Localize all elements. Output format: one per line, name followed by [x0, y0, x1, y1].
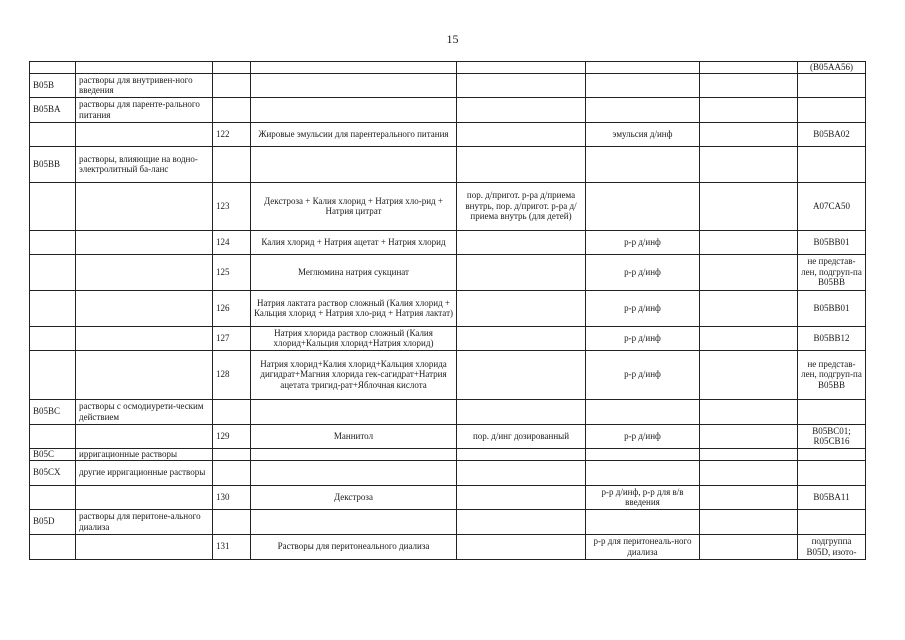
atc-code-cell [30, 62, 76, 74]
group-name-cell [76, 485, 213, 509]
dosage-form-cell [586, 146, 700, 182]
dosage-form-cell [586, 448, 700, 460]
drug-name-cell [251, 62, 457, 74]
drug-name-cell: Декстроза [251, 485, 457, 509]
atc-code-cell [30, 326, 76, 350]
atc-code-cell [30, 254, 76, 290]
dosage-form-cell: р-р д/инф, р-р для в/в введения [586, 485, 700, 509]
dosage-form-cell [457, 448, 586, 460]
table-row [30, 460, 866, 485]
atc-code-cell: B05C [30, 448, 76, 460]
dosage-form-cell [700, 485, 798, 509]
group-name-cell [76, 230, 213, 254]
reference-code-cell: (B05AA56) [798, 62, 866, 74]
reference-code-cell: подгруппа B05D, изото- [798, 534, 866, 559]
dosage-form-cell [586, 182, 700, 230]
drug-name-cell [251, 146, 457, 182]
dosage-form-cell: пор. д/пригот. р-ра д/приема внутрь, пор. д/пригот. р-ра д/приема внутрь (для детей) [457, 182, 586, 230]
dosage-form-cell [457, 350, 586, 399]
reference-code-cell: B05BB01 [798, 290, 866, 326]
drug-name-cell: Натрия хлорид+Калия хлорид+Кальция хлорида дигидрат+Магния хлорида гек-сагидрат+Натрия ацетата тригид-рат+Яблочная кислота [251, 350, 457, 399]
atc-code-cell: B05BC [30, 399, 76, 424]
group-name-cell: ирригационные растворы [76, 448, 213, 460]
group-name-cell [76, 182, 213, 230]
dosage-form-cell [457, 254, 586, 290]
table-row [30, 73, 866, 97]
reference-code-cell [798, 73, 866, 97]
row-number-cell [213, 97, 251, 122]
group-name-cell [76, 254, 213, 290]
dosage-form-cell [700, 509, 798, 534]
dosage-form-cell [457, 73, 586, 97]
drug-name-cell: Натрия хлорида раствор сложный (Калия хлорид+Кальция хлорид+Натрия хлорид) [251, 326, 457, 350]
dosage-form-cell [700, 326, 798, 350]
reference-code-cell [798, 399, 866, 424]
row-number-cell [213, 146, 251, 182]
row-number-cell [213, 73, 251, 97]
dosage-form-cell [700, 122, 798, 146]
table-body [30, 62, 866, 560]
row-number-cell: 130 [213, 485, 251, 509]
atc-code-cell: B05D [30, 509, 76, 534]
reference-code-cell: B05BA02 [798, 122, 866, 146]
atc-code-cell [30, 122, 76, 146]
group-name-cell [76, 326, 213, 350]
row-number-cell: 131 [213, 534, 251, 559]
drug-name-cell: Меглюмина натрия сукцинат [251, 254, 457, 290]
group-name-cell [76, 122, 213, 146]
atc-code-cell: B05B [30, 73, 76, 97]
table-row [30, 62, 866, 74]
row-number-cell [213, 460, 251, 485]
dosage-form-cell: р-р д/инф [586, 230, 700, 254]
row-number-cell: 126 [213, 290, 251, 326]
table-row [30, 350, 866, 399]
group-name-cell: растворы для внутривен-ного введения [76, 73, 213, 97]
page-number: 15 [446, 32, 459, 46]
dosage-form-cell: эмульсия д/инф [586, 122, 700, 146]
dosage-form-cell [457, 460, 586, 485]
drug-name-cell [251, 399, 457, 424]
dosage-form-cell [700, 146, 798, 182]
dosage-form-cell [700, 254, 798, 290]
dosage-form-cell [457, 399, 586, 424]
reference-code-cell [798, 448, 866, 460]
dosage-form-cell [700, 73, 798, 97]
reference-code-cell: B05BC01; R05CB16 [798, 424, 866, 448]
atc-code-cell: B05BA [30, 97, 76, 122]
reference-code-cell [798, 97, 866, 122]
dosage-form-cell [457, 230, 586, 254]
group-name-cell [76, 534, 213, 559]
dosage-form-cell [700, 399, 798, 424]
reference-code-cell: A07CA50 [798, 182, 866, 230]
dosage-form-cell: р-р д/инф [586, 350, 700, 399]
dosage-form-cell [586, 460, 700, 485]
reference-code-cell [798, 460, 866, 485]
reference-code-cell [798, 146, 866, 182]
row-number-cell [213, 509, 251, 534]
row-number-cell [213, 448, 251, 460]
row-number-cell: 128 [213, 350, 251, 399]
dosage-form-cell [700, 448, 798, 460]
drug-name-cell: Растворы для перитонеального диализа [251, 534, 457, 559]
row-number-cell: 125 [213, 254, 251, 290]
row-number-cell [213, 399, 251, 424]
table-row [30, 122, 866, 146]
table-row [30, 509, 866, 534]
atc-code-cell [30, 534, 76, 559]
dosage-form-cell [457, 97, 586, 122]
row-number-cell: 122 [213, 122, 251, 146]
table-row [30, 448, 866, 460]
drug-name-cell: Калия хлорид + Натрия ацетат + Натрия хлорид [251, 230, 457, 254]
group-name-cell [76, 350, 213, 399]
reference-code-cell [798, 509, 866, 534]
table-row [30, 182, 866, 230]
table-row [30, 485, 866, 509]
dosage-form-cell [700, 350, 798, 399]
drug-name-cell: Жировые эмульсии для парентерального питания [251, 122, 457, 146]
group-name-cell: растворы с осмодиурети-ческим действием [76, 399, 213, 424]
reference-code-cell: не представ-лен, подгруп-па B05BB [798, 254, 866, 290]
dosage-form-cell [700, 290, 798, 326]
drug-table [29, 61, 866, 560]
atc-code-cell [30, 182, 76, 230]
table-row [30, 290, 866, 326]
dosage-form-cell [700, 182, 798, 230]
group-name-cell: растворы для перитоне-ального диализа [76, 509, 213, 534]
dosage-form-cell [700, 62, 798, 74]
dosage-form-cell [700, 230, 798, 254]
dosage-form-cell [457, 122, 586, 146]
drug-name-cell [251, 460, 457, 485]
group-name-cell: растворы для паренте-рального питания [76, 97, 213, 122]
group-name-cell [76, 290, 213, 326]
dosage-form-cell [586, 62, 700, 74]
atc-code-cell [30, 485, 76, 509]
reference-code-cell: B05BB12 [798, 326, 866, 350]
dosage-form-cell: р-р д/инф [586, 254, 700, 290]
dosage-form-cell [457, 62, 586, 74]
dosage-form-cell [457, 485, 586, 509]
table-row [30, 254, 866, 290]
reference-code-cell: B05BB01 [798, 230, 866, 254]
table-row [30, 399, 866, 424]
table-row [30, 97, 866, 122]
atc-code-cell [30, 230, 76, 254]
dosage-form-cell: пор. д/инг дозированный [457, 424, 586, 448]
drug-name-cell [251, 97, 457, 122]
atc-code-cell: B05BB [30, 146, 76, 182]
dosage-form-cell [700, 97, 798, 122]
dosage-form-cell [457, 290, 586, 326]
row-number-cell: 127 [213, 326, 251, 350]
row-number-cell: 123 [213, 182, 251, 230]
atc-code-cell: B05CX [30, 460, 76, 485]
row-number-cell [213, 62, 251, 74]
dosage-form-cell [457, 509, 586, 534]
dosage-form-cell: р-р для перитонеаль-ного диализа [586, 534, 700, 559]
atc-code-cell [30, 350, 76, 399]
drug-name-cell [251, 73, 457, 97]
drug-name-cell: Маннитол [251, 424, 457, 448]
dosage-form-cell [457, 326, 586, 350]
dosage-form-cell [700, 424, 798, 448]
dosage-form-cell [586, 73, 700, 97]
drug-name-cell [251, 509, 457, 534]
table-row [30, 326, 866, 350]
group-name-cell: растворы, влияющие на водно-электролитный ба-ланс [76, 146, 213, 182]
dosage-form-cell: р-р д/инф [586, 326, 700, 350]
dosage-form-cell [700, 534, 798, 559]
dosage-form-cell: р-р д/инф [586, 290, 700, 326]
reference-code-cell: не представ-лен, подгруп-па B05BB [798, 350, 866, 399]
reference-code-cell: B05BA11 [798, 485, 866, 509]
dosage-form-cell [457, 534, 586, 559]
table-row [30, 230, 866, 254]
table-row [30, 534, 866, 559]
dosage-form-cell [457, 146, 586, 182]
drug-name-cell: Декстроза + Калия хлорид + Натрия хло-рид + Натрия цитрат [251, 182, 457, 230]
dosage-form-cell [700, 460, 798, 485]
row-number-cell: 129 [213, 424, 251, 448]
atc-code-cell [30, 424, 76, 448]
group-name-cell: другие ирригационные растворы [76, 460, 213, 485]
group-name-cell [76, 62, 213, 74]
dosage-form-cell [586, 97, 700, 122]
drug-name-cell [251, 448, 457, 460]
row-number-cell: 124 [213, 230, 251, 254]
drug-name-cell: Натрия лактата раствор сложный (Калия хлорид + Кальция хлорид + Натрия хло-рид + Натрия лактат) [251, 290, 457, 326]
atc-code-cell [30, 290, 76, 326]
table-row [30, 146, 866, 182]
group-name-cell [76, 424, 213, 448]
dosage-form-cell [586, 509, 700, 534]
dosage-form-cell: р-р д/инф [586, 424, 700, 448]
table-row [30, 424, 866, 448]
dosage-form-cell [586, 399, 700, 424]
